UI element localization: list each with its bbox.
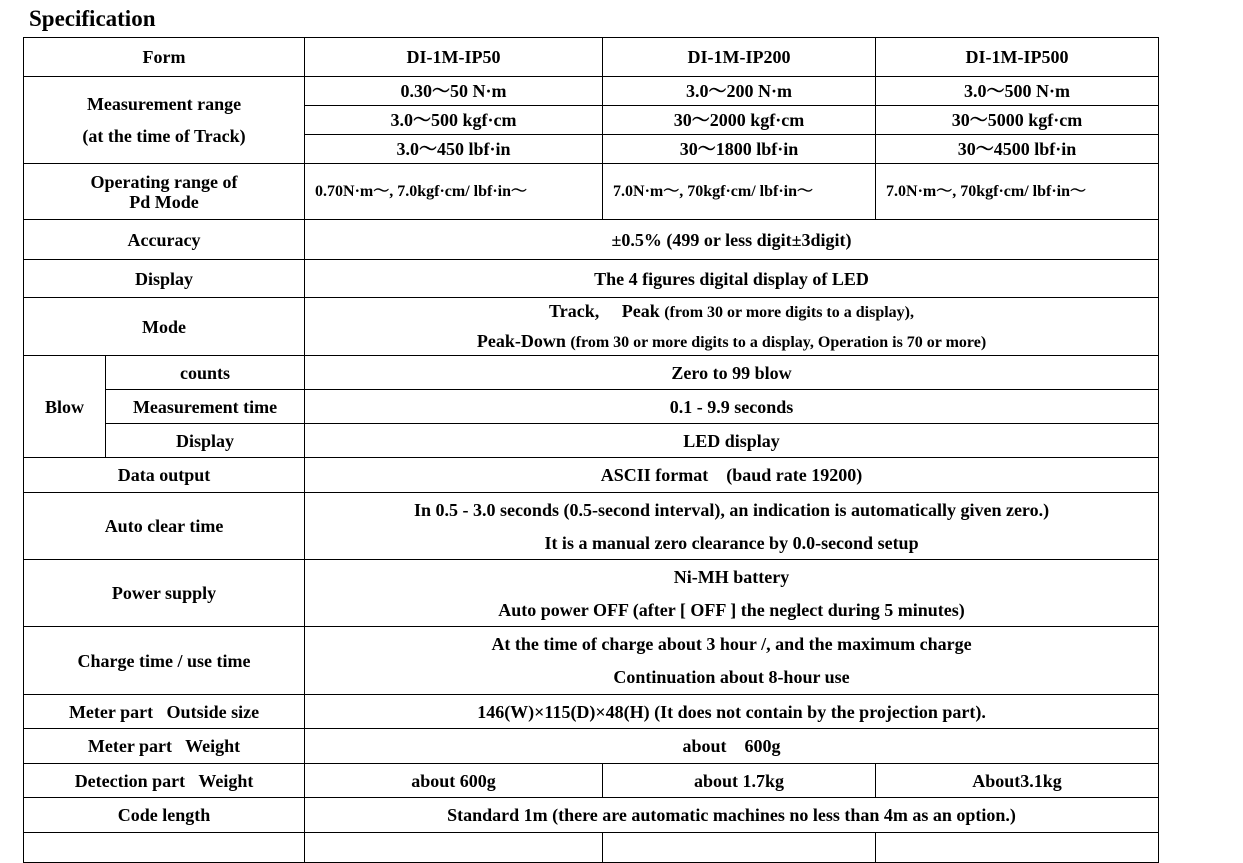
mode-value: Track, Peak (from 30 or more digits to a display), Peak-Down (from 30 or more digits to a display, Operation is 70 or more) [305,298,1159,356]
detection-weight-ip500: About3.1kg [876,764,1159,798]
detection-weight-label: Detection part Weight [24,764,305,798]
display-value: The 4 figures digital display of LED [305,260,1159,298]
blow-measurement-time-value: 0.1 - 9.9 seconds [305,390,1159,424]
page-title: Specification [29,6,156,31]
detection-weight-row [24,764,1159,798]
range-kgfcm-ip50: 3.0～500 kgf·cm [305,106,603,135]
range-nm-ip500: 3.0～500 N·m [876,77,1159,106]
data-output-row [24,458,1159,493]
blow-counts-value: Zero to 99 blow [305,356,1159,390]
accuracy-value: ±0.5% (499 or less digit±3digit) [305,220,1159,260]
cut-off-cell [305,833,603,863]
header-row [24,38,1159,77]
pd-mode-label: Operating range of Pd Mode [24,164,305,220]
display-row [24,260,1159,298]
charge-time-row [24,627,1159,695]
model-ip500: DI-1M-IP500 [876,38,1159,77]
detection-weight-ip200: about 1.7kg [603,764,876,798]
measurement-range-row [24,77,1159,106]
meter-weight-label: Meter part Weight [24,729,305,764]
blow-display-value: LED display [305,424,1159,458]
power-supply-value: Ni-MH battery Auto power OFF (after [ OFF ] the neglect during 5 minutes) [305,560,1159,627]
charge-time-value: At the time of charge about 3 hour /, and the maximum charge Continuation about 8-hour use [305,627,1159,695]
range-nm-ip50: 0.30～50 N·m [305,77,603,106]
code-length-label: Code length [24,798,305,833]
display-label: Display [24,260,305,298]
blow-display-row [24,424,1159,458]
code-length-value: Standard 1m (there are automatic machines no less than 4m as an option.) [305,798,1159,833]
model-ip50: DI-1M-IP50 [305,38,603,77]
cut-off-cell [603,833,876,863]
accuracy-label: Accuracy [24,220,305,260]
mode-label: Mode [24,298,305,356]
pd-mode-row [24,164,1159,220]
cut-off-cell [876,833,1159,863]
range-nm-ip200: 3.0～200 N·m [603,77,876,106]
data-output-value: ASCII format (baud rate 19200) [305,458,1159,493]
blow-measurement-time-label: Measurement time [106,390,305,424]
range-lbfin-ip50: 3.0～450 lbf·in [305,135,603,164]
meter-size-row [24,695,1159,729]
auto-clear-label: Auto clear time [24,493,305,560]
meter-weight-value: about 600g [305,729,1159,764]
range-lbfin-ip200: 30～1800 lbf·in [603,135,876,164]
specification-table [23,37,1159,863]
form-label: Form [24,38,305,77]
meter-size-value: 146(W)×115(D)×48(H) (It does not contain by the projection part). [305,695,1159,729]
pd-mode-ip200: 7.0N·m～, 70kgf·cm/ lbf·in～ [603,164,876,220]
model-ip200: DI-1M-IP200 [603,38,876,77]
meter-size-label: Meter part Outside size [24,695,305,729]
auto-clear-row [24,493,1159,560]
blow-label: Blow [24,356,106,458]
cut-off-cell [24,833,305,863]
blow-display-label: Display [106,424,305,458]
data-output-label: Data output [24,458,305,493]
accuracy-row [24,220,1159,260]
code-length-row [24,798,1159,833]
detection-weight-ip50: about 600g [305,764,603,798]
range-kgfcm-ip500: 30～5000 kgf·cm [876,106,1159,135]
blow-counts-label: counts [106,356,305,390]
auto-clear-value: In 0.5 - 3.0 seconds (0.5-second interval), an indication is automatically given zero.) It is a manual zero clearance by 0.0-second setup [305,493,1159,560]
range-kgfcm-ip200: 30～2000 kgf·cm [603,106,876,135]
measurement-range-label: Measurement range (at the time of Track) [24,77,305,164]
pd-mode-ip50: 0.70N·m～, 7.0kgf·cm/ lbf·in～ [305,164,603,220]
pd-mode-ip500: 7.0N·m～, 70kgf·cm/ lbf·in～ [876,164,1159,220]
blow-counts-row [24,356,1159,390]
power-supply-label: Power supply [24,560,305,627]
blow-measurement-time-row [24,390,1159,424]
mode-row [24,298,1159,356]
power-supply-row [24,560,1159,627]
charge-time-label: Charge time / use time [24,627,305,695]
meter-weight-row [24,729,1159,764]
range-lbfin-ip500: 30～4500 lbf·in [876,135,1159,164]
cut-off-row [24,833,1159,863]
